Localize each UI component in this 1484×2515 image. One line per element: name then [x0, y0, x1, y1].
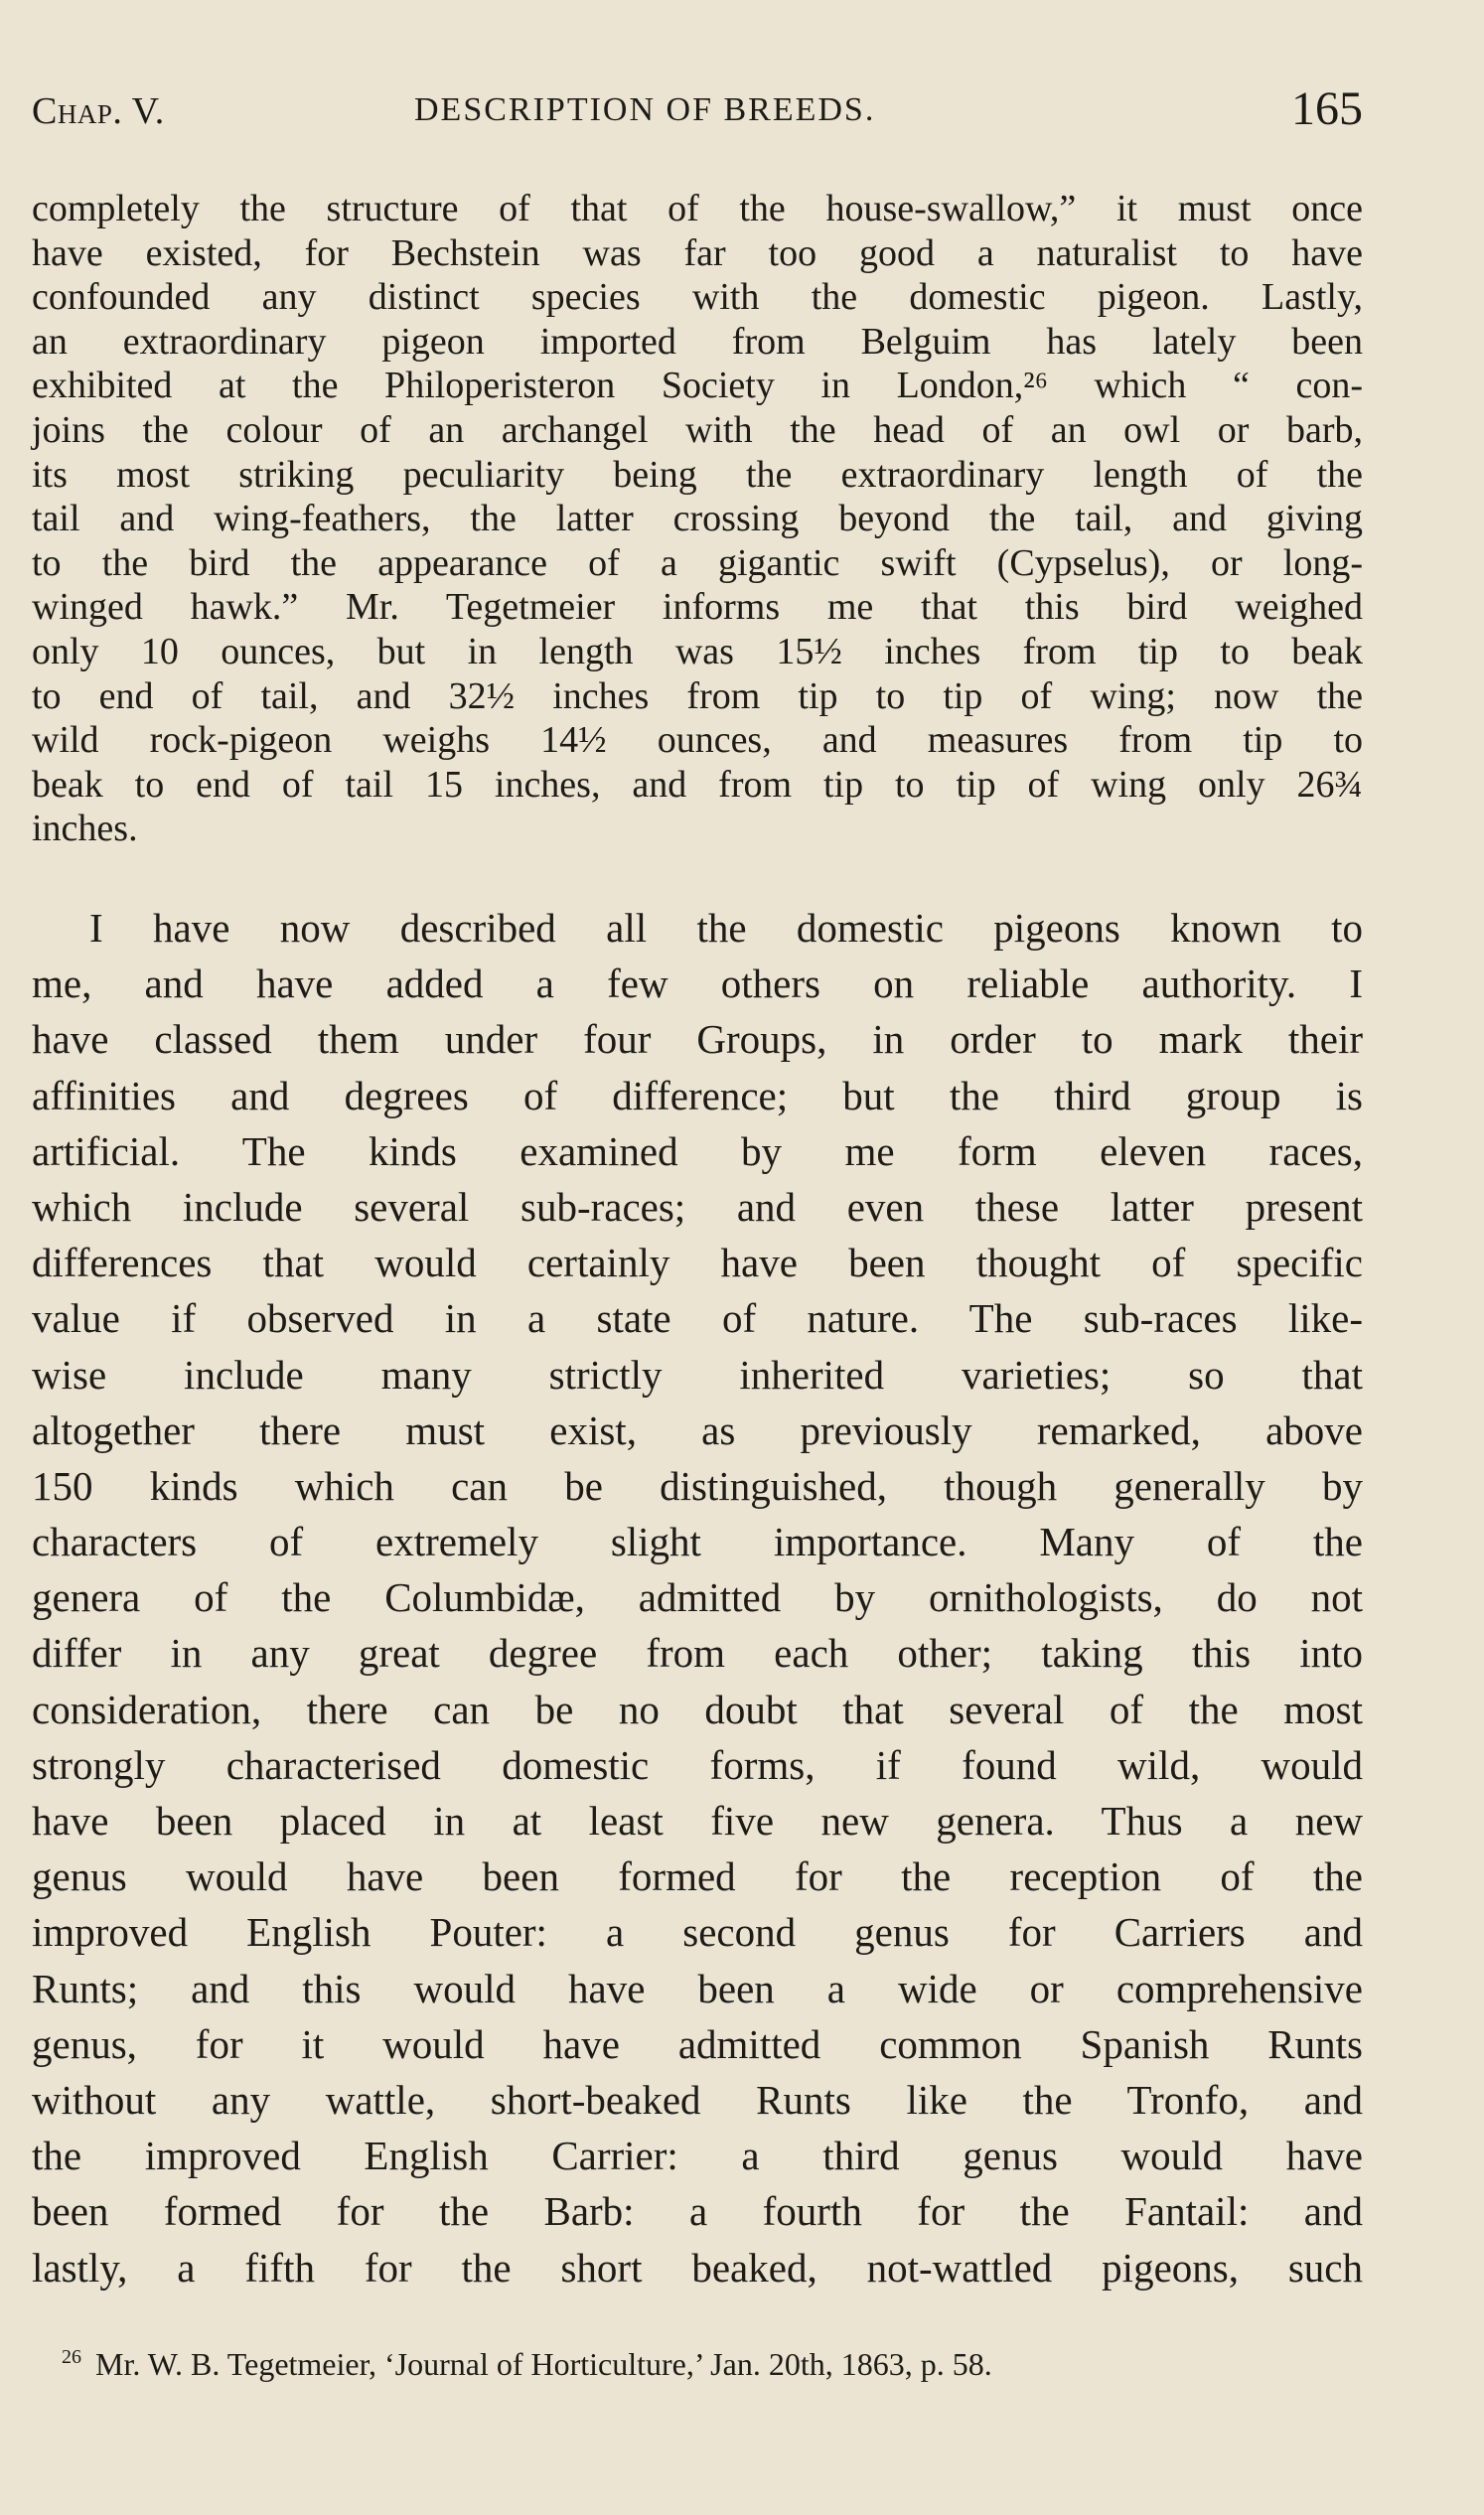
- text-line: improved English Pouter: a second genus for Carriers and: [32, 1909, 1363, 1956]
- footnote-text: Mr. W. B. Tegetmeier, ‘Journal of Horticulture,’ Jan. 20th, 1863, p. 58.: [95, 2346, 992, 2382]
- text-line: artificial. The kinds examined by me form eleven races,: [32, 1127, 1363, 1174]
- footnote-number: 26: [62, 2346, 81, 2368]
- text-line: wild rock-pigeon weighs 14½ ounces, and measures from tip to: [32, 719, 1363, 762]
- text-line: genus would have been formed for the reception of the: [32, 1853, 1363, 1900]
- text-line: confounded any distinct species with the domestic pigeon. Lastly,: [32, 276, 1363, 319]
- text-line: which include several sub-races; and even these latter present: [32, 1183, 1363, 1230]
- text-line: value if observed in a state of nature. The sub-races like-: [32, 1295, 1363, 1342]
- footnote: [62, 2346, 992, 2383]
- text-line: consideration, there can be no doubt that several of the most: [32, 1686, 1363, 1732]
- text-line: Runts; and this would have been a wide or comprehensive: [32, 1965, 1363, 2011]
- text-line: winged hawk.” Mr. Tegetmeier informs me that this bird weighed: [32, 586, 1363, 629]
- paragraph-summary: [32, 900, 1363, 2295]
- page-number: 165: [1291, 82, 1363, 135]
- text-line: differences that would certainly have been thought of specific: [32, 1240, 1363, 1286]
- running-header: [32, 81, 1363, 141]
- text-line: 150 kinds which can be distinguished, though generally by: [32, 1462, 1363, 1509]
- text-line: completely the structure of that of the house-swallow,” it must once: [32, 188, 1363, 229]
- text-line: wise include many strictly inherited varieties; so that: [32, 1351, 1363, 1398]
- text-line: differ in any great degree from each other; taking this into: [32, 1630, 1363, 1677]
- text-line: I have now described all the domestic pigeons known to: [89, 905, 1363, 951]
- text-line: exhibited at the Philoperisteron Society in London,²⁶ which “ con-: [32, 365, 1363, 407]
- text-line: inches.: [32, 808, 138, 850]
- text-line: to the bird the appearance of a gigantic swift (Cypselus), or long-: [32, 541, 1363, 584]
- text-line: lastly, a fifth for the short beaked, not-wattled pigeons, such: [32, 2244, 1363, 2291]
- text-line: tail and wing-feathers, the latter crossing beyond the tail, and giving: [32, 498, 1363, 540]
- text-line: only 10 ounces, but in length was 15½ inches from tip to beak: [32, 630, 1363, 672]
- text-line: beak to end of tail 15 inches, and from tip to tip of wing only 26¾: [32, 763, 1363, 806]
- text-line: joins the colour of an archangel with the head of an owl or barb,: [32, 408, 1363, 451]
- text-line: strongly characterised domestic forms, if found wild, would: [32, 1741, 1363, 1788]
- text-line: have existed, for Bechstein was far too good a naturalist to have: [32, 231, 1363, 274]
- text-line: have classed them under four Groups, in order to mark their: [32, 1016, 1363, 1063]
- text-line: an extraordinary pigeon imported from Belguim has lately been: [32, 320, 1363, 363]
- text-line: been formed for the Barb: a fourth for the Fantail: and: [32, 2188, 1363, 2235]
- text-line: genera of the Columbidæ, admitted by ornithologists, do not: [32, 1574, 1363, 1621]
- text-line: without any wattle, short-beaked Runts like the Tronfo, and: [32, 2076, 1363, 2123]
- text-line: characters of extremely slight importance. Many of the: [32, 1519, 1363, 1565]
- chapter-label: Chap. V.: [32, 90, 165, 132]
- text-line: affinities and degrees of difference; but the third group is: [32, 1072, 1363, 1118]
- running-title: DESCRIPTION OF BREEDS.: [414, 91, 876, 128]
- text-line: genus, for it would have admitted common Spanish Runts: [32, 2020, 1363, 2067]
- text-line: its most striking peculiarity being the extraordinary length of the: [32, 453, 1363, 496]
- paragraph-continued: [32, 187, 1363, 851]
- text-line: the improved English Carrier: a third genus would have: [32, 2133, 1363, 2179]
- text-line: altogether there must exist, as previously remarked, above: [32, 1406, 1363, 1453]
- text-line: to end of tail, and 32½ inches from tip to tip of wing; now the: [32, 674, 1363, 717]
- text-line: me, and have added a few others on reliable authority. I: [32, 961, 1363, 1007]
- text-line: have been placed in at least five new genera. Thus a new: [32, 1798, 1363, 1844]
